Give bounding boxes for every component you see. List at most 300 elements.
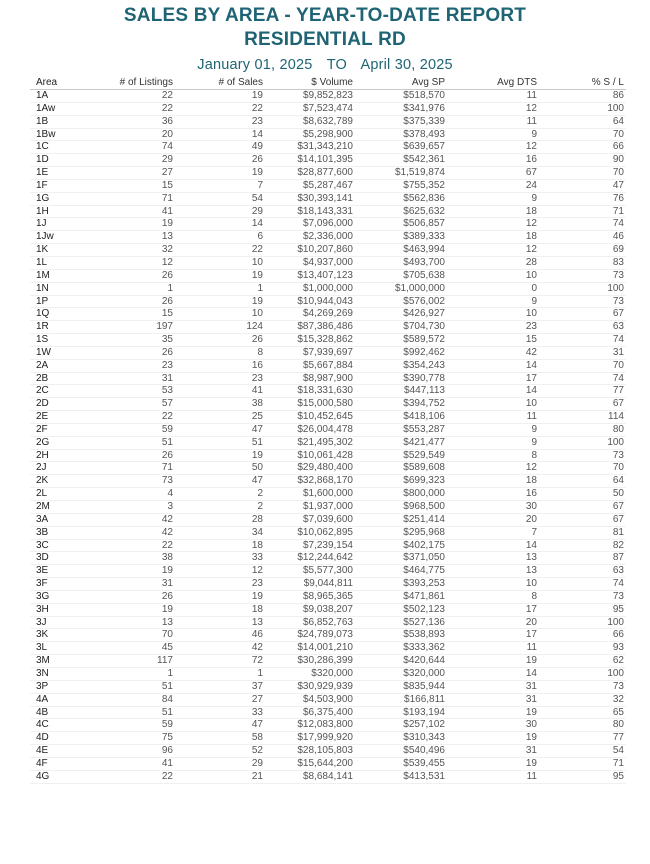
table-row	[30, 629, 626, 642]
volume-cell: $5,577,300	[302, 565, 353, 577]
sales-cell: 12	[251, 565, 263, 577]
table-row	[30, 334, 626, 347]
avg-dts-cell: 17	[525, 372, 537, 384]
volume-cell: $21,495,302	[297, 436, 353, 448]
listings-cell: 26	[161, 449, 173, 461]
sales-to-list-cell: 100	[607, 667, 624, 679]
table-body	[30, 90, 626, 784]
sales-cell: 19	[251, 590, 263, 602]
volume-cell: $1,000,000	[302, 282, 353, 294]
table-row	[30, 565, 626, 578]
avg-sp-cell: $375,339	[403, 115, 445, 127]
volume-cell: $12,083,800	[297, 719, 353, 731]
sales-to-list-cell: 32	[612, 693, 624, 705]
listings-cell: 117	[157, 655, 173, 667]
area-cell: 1Q	[36, 308, 50, 320]
table-row	[30, 167, 626, 180]
listings-cell: 59	[161, 719, 173, 731]
listings-cell: 23	[161, 359, 173, 371]
sales-to-list-cell: 73	[612, 269, 624, 281]
avg-dts-cell: 67	[525, 167, 537, 179]
area-cell: 2G	[36, 436, 50, 448]
sales-to-list-cell: 82	[612, 539, 624, 551]
table-row	[30, 411, 626, 424]
avg-sp-cell: $506,857	[403, 218, 445, 230]
volume-cell: $5,667,884	[302, 359, 353, 371]
table-row	[30, 385, 626, 398]
area-cell: 4B	[36, 706, 49, 718]
avg-sp-cell: $378,493	[403, 128, 445, 140]
sales-cell: 1	[257, 282, 263, 294]
sales-to-list-cell: 83	[612, 256, 624, 268]
sales-cell: 10	[251, 256, 263, 268]
avg-sp-cell: $589,572	[403, 334, 445, 346]
sales-to-list-cell: 114	[608, 411, 624, 423]
sales-to-list-cell: 67	[612, 398, 624, 410]
listings-cell: 51	[161, 706, 173, 718]
avg-dts-cell: 0	[531, 282, 537, 294]
listings-cell: 31	[161, 578, 173, 590]
column-header-sales: # of Sales	[175, 77, 265, 90]
volume-cell: $17,999,920	[297, 732, 353, 744]
area-cell: 2L	[36, 488, 48, 500]
avg-dts-cell: 16	[525, 488, 537, 500]
avg-sp-cell: $402,175	[403, 539, 445, 551]
avg-dts-cell: 42	[525, 346, 537, 358]
sales-cell: 27	[251, 693, 263, 705]
table-row	[30, 642, 626, 655]
sales-cell: 29	[251, 205, 263, 217]
listings-cell: 197	[156, 321, 173, 333]
avg-dts-cell: 13	[525, 552, 537, 564]
sales-cell: 7	[257, 179, 263, 191]
date-start: January 01, 2025	[197, 57, 313, 73]
sales-cell: 50	[251, 462, 263, 474]
listings-cell: 32	[161, 244, 173, 256]
avg-sp-cell: $320,000	[403, 667, 445, 679]
sales-to-list-cell: 66	[612, 629, 624, 641]
table-row	[30, 693, 626, 706]
avg-dts-cell: 11	[526, 642, 537, 654]
sales-to-list-cell: 90	[612, 154, 624, 166]
volume-cell: $1,937,000	[302, 501, 353, 512]
sales-cell: 28	[251, 513, 263, 525]
area-cell: 1W	[36, 346, 51, 358]
table-row	[30, 732, 626, 745]
sales-cell: 1	[257, 667, 263, 679]
sales-to-list-cell: 71	[612, 757, 624, 769]
avg-sp-cell: $800,000	[403, 488, 445, 500]
area-cell: 3M	[36, 655, 50, 667]
listings-cell: 96	[161, 745, 173, 757]
report-title: SALES BY AREA - YEAR-TO-DATE REPORT	[123, 5, 527, 26]
sales-cell: 37	[251, 680, 263, 692]
column-header-avg-dts: Avg DTS	[447, 77, 539, 90]
sales-cell: 14	[251, 128, 263, 140]
avg-dts-cell: 19	[525, 732, 537, 744]
listings-cell: 26	[161, 590, 173, 602]
volume-cell: $7,096,000	[302, 218, 353, 230]
table-row	[30, 539, 626, 552]
avg-dts-cell: 9	[531, 192, 537, 204]
sales-to-list-cell: 80	[612, 423, 624, 435]
area-cell: 1K	[36, 244, 49, 256]
avg-dts-cell: 11	[526, 90, 537, 101]
sales-cell: 46	[251, 629, 263, 641]
area-cell: 1D	[36, 154, 49, 166]
sales-to-list-cell: 67	[612, 501, 624, 512]
sales-cell: 51	[251, 436, 263, 448]
avg-dts-cell: 20	[525, 513, 537, 525]
table-row	[30, 488, 626, 501]
table-row	[30, 218, 626, 231]
avg-dts-cell: 18	[525, 231, 537, 243]
table-row	[30, 269, 626, 282]
sales-cell: 33	[251, 706, 263, 718]
volume-cell: $29,480,400	[297, 462, 353, 474]
avg-sp-cell: $310,343	[403, 732, 445, 744]
sales-to-list-cell: 100	[607, 436, 624, 448]
area-cell: 1S	[36, 334, 49, 346]
table-row	[30, 719, 626, 732]
avg-sp-cell: $538,893	[403, 629, 445, 641]
sales-to-list-cell: 73	[612, 295, 624, 307]
listings-cell: 42	[161, 513, 173, 525]
sales-cell: 26	[251, 334, 263, 346]
sales-to-list-cell: 86	[612, 90, 624, 101]
table-row	[30, 359, 626, 372]
listings-cell: 13	[161, 231, 173, 243]
volume-cell: $30,286,399	[297, 655, 353, 667]
volume-cell: $6,375,400	[302, 706, 353, 718]
listings-cell: 26	[161, 295, 173, 307]
table-row	[30, 308, 626, 321]
avg-sp-cell: $295,968	[403, 526, 445, 538]
listings-cell: 51	[161, 436, 173, 448]
table-row	[30, 462, 626, 475]
avg-sp-cell: $463,994	[403, 244, 445, 256]
column-header-area: Area	[30, 77, 100, 90]
sales-cell: 26	[251, 154, 263, 166]
avg-sp-cell: $341,976	[403, 102, 445, 114]
area-cell: 4F	[36, 757, 48, 769]
sales-to-list-cell: 65	[612, 706, 624, 718]
area-cell: 1Jw	[36, 231, 54, 243]
table-row	[30, 655, 626, 668]
avg-dts-cell: 12	[525, 102, 537, 114]
avg-dts-cell: 16	[525, 154, 537, 166]
sales-cell: 29	[251, 757, 263, 769]
avg-sp-cell: $166,811	[404, 693, 445, 705]
sales-to-list-cell: 70	[612, 128, 624, 140]
listings-cell: 71	[161, 462, 173, 474]
listings-cell: 31	[161, 372, 173, 384]
volume-cell: $8,965,365	[302, 590, 353, 602]
avg-sp-cell: $426,927	[403, 308, 445, 320]
avg-dts-cell: 15	[525, 334, 537, 346]
listings-cell: 3	[167, 501, 173, 512]
listings-cell: 19	[161, 603, 173, 615]
volume-cell: $4,503,900	[302, 693, 353, 705]
area-cell: 1Aw	[36, 102, 56, 114]
avg-sp-cell: $393,253	[403, 578, 445, 590]
sales-to-list-cell: 50	[612, 488, 624, 500]
area-cell: 1H	[36, 205, 49, 217]
listings-cell: 22	[161, 102, 173, 114]
sales-to-list-cell: 76	[612, 192, 624, 204]
volume-cell: $10,207,860	[297, 244, 353, 256]
volume-cell: $10,944,043	[297, 295, 353, 307]
area-cell: 1F	[36, 179, 48, 191]
avg-sp-cell: $502,123	[403, 603, 445, 615]
listings-cell: 22	[161, 90, 173, 101]
area-cell: 4E	[36, 745, 49, 757]
area-cell: 1L	[36, 256, 48, 268]
listings-cell: 70	[161, 629, 173, 641]
sales-to-list-cell: 81	[612, 526, 624, 538]
table-row	[30, 513, 626, 526]
sales-cell: 10	[251, 308, 263, 320]
sales-cell: 19	[251, 167, 263, 179]
avg-dts-cell: 12	[525, 141, 537, 153]
table-row	[30, 154, 626, 167]
sales-cell: 16	[251, 359, 263, 371]
sales-to-list-cell: 100	[607, 102, 624, 114]
avg-sp-cell: $420,644	[403, 655, 445, 667]
sales-to-list-cell: 95	[612, 603, 624, 615]
listings-cell: 75	[161, 732, 173, 744]
avg-sp-cell: $518,570	[403, 90, 445, 101]
sales-to-list-cell: 77	[612, 385, 624, 397]
listings-cell: 35	[161, 334, 173, 346]
volume-cell: $8,632,789	[302, 115, 353, 127]
volume-cell: $10,061,428	[297, 449, 353, 461]
listings-cell: 4	[167, 488, 173, 500]
sales-cell: 47	[251, 423, 263, 435]
volume-cell: $18,143,331	[297, 205, 353, 217]
avg-dts-cell: 8	[531, 449, 537, 461]
area-cell: 3N	[36, 667, 49, 679]
area-cell: 1C	[36, 141, 49, 153]
volume-cell: $87,386,486	[297, 321, 353, 333]
sales-cell: 47	[251, 475, 263, 487]
avg-dts-cell: 11	[526, 115, 537, 127]
avg-sp-cell: $576,002	[403, 295, 445, 307]
sales-to-list-cell: 63	[612, 565, 624, 577]
area-cell: 1P	[36, 295, 49, 307]
avg-sp-cell: $421,477	[403, 436, 445, 448]
sales-to-list-cell: 64	[612, 115, 624, 127]
avg-dts-cell: 14	[525, 359, 537, 371]
sales-to-list-cell: 74	[612, 578, 624, 590]
area-cell: 3F	[36, 578, 48, 590]
area-cell: 2M	[36, 501, 50, 512]
sales-cell: 14	[251, 218, 263, 230]
sales-cell: 22	[251, 102, 263, 114]
avg-sp-cell: $493,700	[403, 256, 445, 268]
avg-dts-cell: 10	[525, 578, 537, 590]
sales-cell: 18	[251, 539, 263, 551]
volume-cell: $14,001,210	[297, 642, 353, 654]
sales-to-list-cell: 54	[612, 745, 624, 757]
avg-sp-cell: $968,500	[403, 501, 445, 512]
sales-cell: 8	[257, 346, 263, 358]
sales-to-list-cell: 73	[612, 590, 624, 602]
avg-sp-cell: $562,836	[403, 192, 445, 204]
listings-cell: 20	[161, 128, 173, 140]
column-header-volume: $ Volume	[265, 77, 355, 90]
listings-cell: 57	[161, 398, 173, 410]
avg-sp-cell: $704,730	[403, 321, 445, 333]
area-cell: 4C	[36, 719, 49, 731]
avg-sp-cell: $471,861	[403, 590, 445, 602]
avg-sp-cell: $835,944	[403, 680, 445, 692]
sales-cell: 19	[251, 269, 263, 281]
sales-cell: 23	[251, 578, 263, 590]
volume-cell: $30,929,939	[297, 680, 353, 692]
avg-sp-cell: $992,462	[403, 346, 445, 358]
table-row	[30, 115, 626, 128]
table-row	[30, 745, 626, 758]
volume-cell: $14,101,395	[297, 154, 353, 166]
listings-cell: 12	[161, 256, 173, 268]
area-cell: 1B	[36, 115, 49, 127]
table-row	[30, 436, 626, 449]
listings-cell: 45	[161, 642, 173, 654]
sales-cell: 42	[251, 642, 263, 654]
sales-cell: 21	[251, 770, 263, 782]
table-row	[30, 398, 626, 411]
volume-cell: $10,062,895	[297, 526, 353, 538]
area-cell: 4D	[36, 732, 49, 744]
listings-cell: 51	[161, 680, 173, 692]
volume-cell: $9,044,811	[303, 578, 353, 590]
avg-dts-cell: 18	[525, 205, 537, 217]
avg-sp-cell: $755,352	[403, 179, 445, 191]
volume-cell: $4,269,269	[302, 308, 353, 320]
listings-cell: 19	[161, 218, 173, 230]
avg-dts-cell: 7	[531, 526, 537, 538]
avg-dts-cell: 20	[525, 616, 537, 628]
listings-cell: 15	[161, 308, 173, 320]
sales-to-list-cell: 80	[612, 719, 624, 731]
table-row	[30, 475, 626, 488]
avg-dts-cell: 28	[525, 256, 537, 268]
listings-cell: 19	[161, 565, 173, 577]
sales-to-list-cell: 62	[612, 655, 624, 667]
sales-cell: 54	[251, 192, 263, 204]
sales-to-list-cell: 74	[612, 372, 624, 384]
sales-to-list-cell: 100	[607, 282, 624, 294]
avg-sp-cell: $413,531	[403, 770, 445, 782]
table-row	[30, 128, 626, 141]
area-cell: 2F	[36, 423, 48, 435]
sales-to-list-cell: 95	[612, 770, 624, 782]
table-row	[30, 757, 626, 770]
sales-to-list-cell: 73	[612, 680, 624, 692]
avg-dts-cell: 9	[531, 295, 537, 307]
sales-cell: 2	[257, 501, 263, 512]
table-row	[30, 244, 626, 257]
sales-cell: 41	[251, 385, 263, 397]
avg-sp-cell: $257,102	[403, 719, 445, 731]
avg-dts-cell: 11	[526, 770, 537, 782]
avg-sp-cell: $418,106	[403, 411, 445, 423]
table-row	[30, 501, 626, 514]
sales-to-list-cell: 46	[612, 231, 624, 243]
table-row	[30, 616, 626, 629]
sales-cell: 72	[251, 655, 263, 667]
avg-dts-cell: 13	[525, 565, 537, 577]
table-row	[30, 192, 626, 205]
avg-dts-cell: 19	[525, 757, 537, 769]
avg-sp-cell: $251,414	[403, 513, 445, 525]
area-cell: 2D	[36, 398, 49, 410]
volume-cell: $6,852,763	[302, 616, 353, 628]
volume-cell: $9,038,207	[302, 603, 353, 615]
sales-cell: 124	[246, 321, 263, 333]
listings-cell: 1	[167, 667, 173, 679]
avg-sp-cell: $1,000,000	[394, 282, 445, 294]
table-row	[30, 90, 626, 103]
sales-to-list-cell: 69	[612, 244, 624, 256]
avg-sp-cell: $389,333	[403, 231, 445, 243]
area-cell: 3B	[36, 526, 49, 538]
sales-to-list-cell: 70	[612, 462, 624, 474]
avg-dts-cell: 14	[525, 385, 537, 397]
area-cell: 3K	[36, 629, 49, 641]
listings-cell: 84	[161, 693, 173, 705]
table-row	[30, 770, 626, 783]
column-header-avg-sp: Avg SP	[355, 77, 447, 90]
listings-cell: 71	[161, 192, 173, 204]
area-cell: 2J	[36, 462, 47, 474]
table-row	[30, 680, 626, 693]
sales-to-list-cell: 74	[612, 334, 624, 346]
listings-cell: 13	[161, 616, 173, 628]
table-row	[30, 205, 626, 218]
volume-cell: $320,000	[311, 667, 353, 679]
volume-cell: $2,336,000	[302, 231, 353, 243]
table-row	[30, 526, 626, 539]
sales-to-list-cell: 77	[612, 732, 624, 744]
sales-to-list-cell: 70	[612, 167, 624, 179]
date-range	[0, 56, 650, 74]
avg-sp-cell: $542,361	[403, 154, 445, 166]
table-row	[30, 256, 626, 269]
sales-cell: 6	[257, 231, 263, 243]
area-cell: 1R	[36, 321, 49, 333]
sales-to-list-cell: 74	[612, 218, 624, 230]
avg-sp-cell: $639,657	[403, 141, 445, 153]
volume-cell: $28,877,600	[297, 167, 353, 179]
listings-cell: 22	[161, 539, 173, 551]
volume-cell: $5,287,467	[302, 179, 353, 191]
avg-dts-cell: 24	[525, 179, 537, 191]
listings-cell: 74	[161, 141, 173, 153]
sales-to-list-cell: 71	[612, 205, 624, 217]
avg-sp-cell: $464,775	[403, 565, 445, 577]
sales-cell: 23	[251, 115, 263, 127]
avg-dts-cell: 31	[525, 680, 537, 692]
volume-cell: $30,393,141	[297, 192, 353, 204]
sales-to-list-cell: 70	[612, 359, 624, 371]
listings-cell: 1	[167, 282, 173, 294]
listings-cell: 27	[161, 167, 173, 179]
volume-cell: $18,331,630	[297, 385, 353, 397]
sales-to-list-cell: 66	[612, 141, 624, 153]
avg-dts-cell: 23	[525, 321, 537, 333]
